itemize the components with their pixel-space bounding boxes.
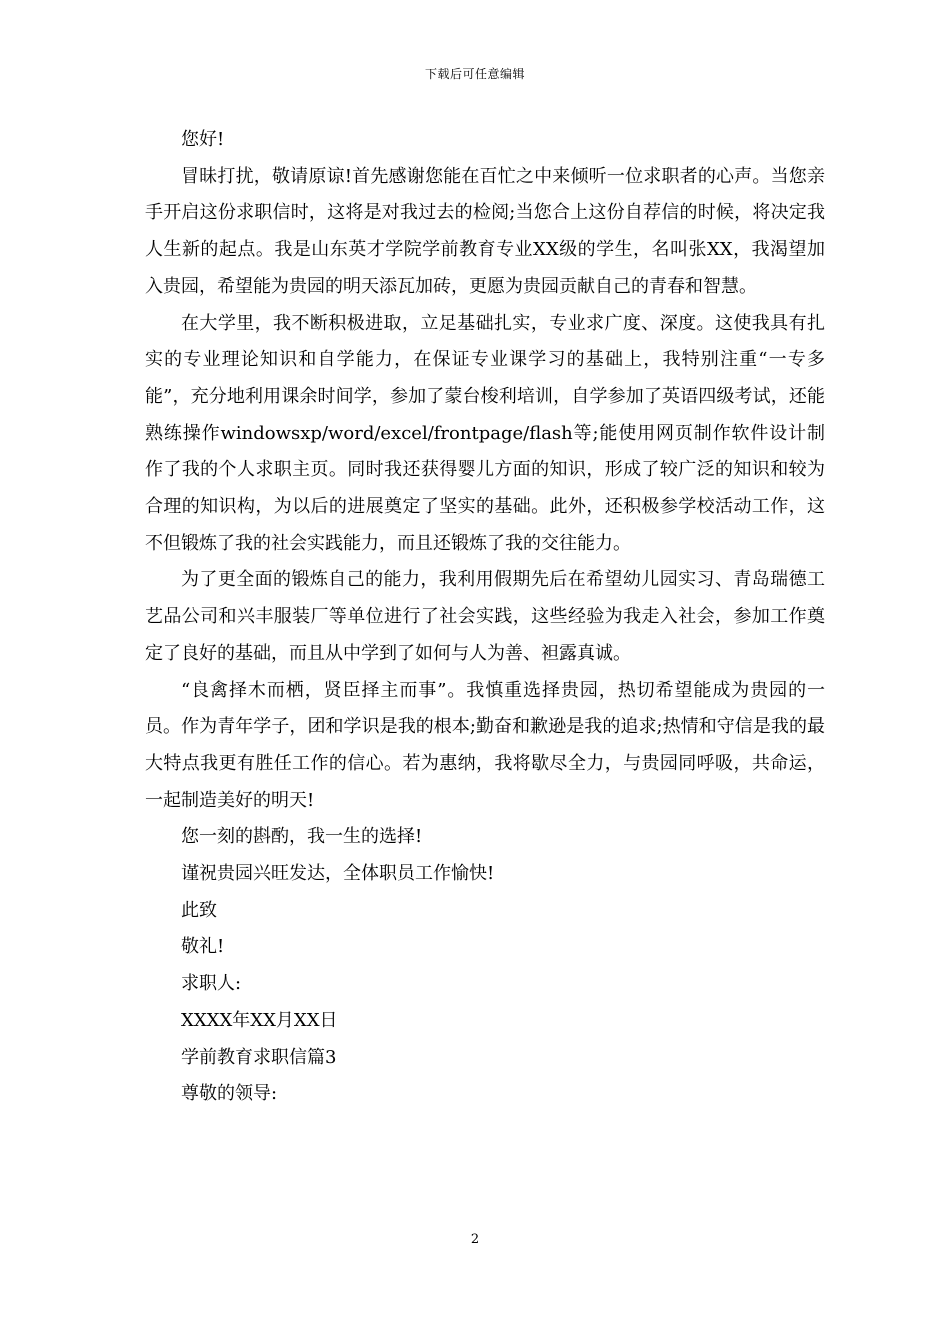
letter-body <box>145 122 825 1113</box>
signature-applicant: 求职人: <box>181 973 242 995</box>
page-header-note: 下载后可任意编辑 <box>424 67 525 81</box>
letter-paragraph-4: “良禽择木而栖，贤臣择主而事”。我慎重选择贵园，热切希望能成为贵园的一员。作为青年学子，团和学识是我的根本;勤奋和歉逊是我的追求;热情和守信是我的最大特点我更有胜任工作的信心。若为惠纳，我将歇尽全力，与贵园同呼吸，共命运，一起制造美好的明天! <box>145 679 825 811</box>
signature-date: XXXX年XX月XX日 <box>181 1009 338 1031</box>
letter-paragraph-2: 在大学里，我不断积极进取，立足基础扎实，专业求广度、深度。这使我具有扎实的专业理论知识和自学能力，在保证专业课学习的基础上，我特别注重“一专多能”，充分地利用课余时间学，参加了蒙台梭利培训，自学参加了英语四级考试，还能熟练操作windowsxp/word/excel/frontpage/flash等;能使用网页制作软件设计制作了我的个人求职主页。同时我还获得婴儿方面的知识，形成了较广泛的知识和较为合理的知识构，为以后的进展奠定了坚实的基础。此外，还积极参学校活动工作，这不但锻炼了我的社会实践能力，而且还锻炼了我的交往能力。 <box>145 312 825 554</box>
letter-greeting: 您好! <box>181 129 225 150</box>
closing-line-salute: 敬礼! <box>181 936 225 958</box>
closing-line-consideration: 您一刻的斟酌，我一生的选择! <box>181 826 423 848</box>
next-letter-salutation: 尊敬的领导: <box>181 1083 278 1105</box>
page-number: 2 <box>470 1232 480 1247</box>
letter-paragraph-1: 冒昧打扰，敬请原谅!首先感谢您能在百忙之中来倾听一位求职者的心声。当您亲手开启这份求职信时，这将是对我过去的检阅;当您合上这份自荐信的时候，将决定我人生新的起点。我是山东英才学院学前教育专业XX级的学生，名叫张XX，我渴望加入贵园，希望能为贵园的明天添瓦加砖，更愿为贵园贡献自己的青春和智慧。 <box>145 165 825 297</box>
next-letter-title: 学前教育求职信篇3 <box>181 1046 337 1068</box>
letter-paragraph-3: 为了更全面的锻炼自己的能力，我利用假期先后在希望幼儿园实习、青岛瑞德工艺品公司和兴丰服装厂等单位进行了社会实践，这些经验为我走入社会，参加工作奠定了良好的基础，而且从中学到了如何与人为善、袒露真诚。 <box>145 569 825 664</box>
closing-line-wishes: 谨祝贵园兴旺发达，全体职员工作愉快! <box>181 863 495 885</box>
closing-line-cizhi: 此致 <box>181 899 217 921</box>
